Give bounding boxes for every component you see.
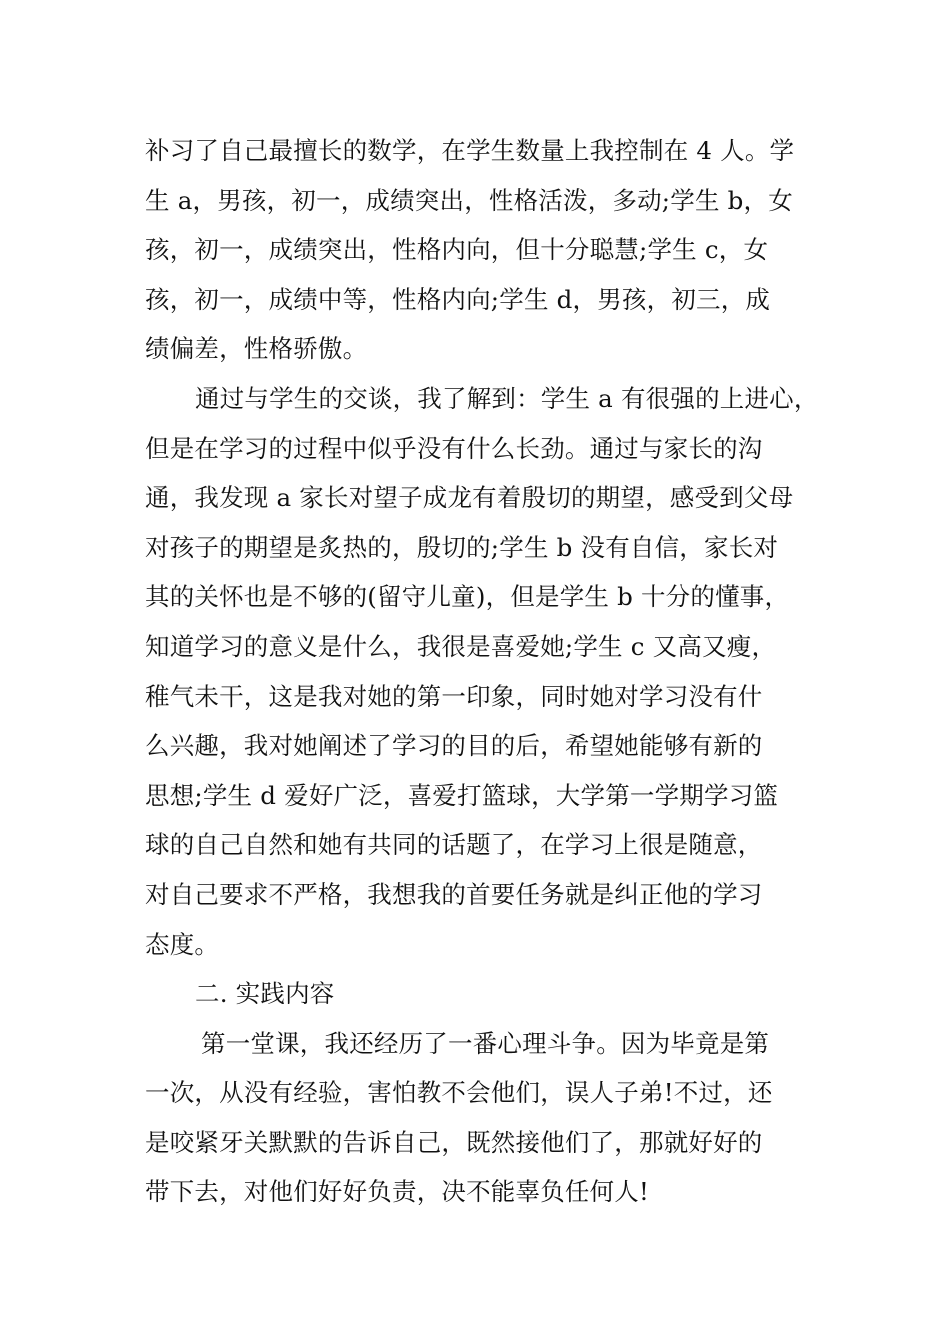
text-line: 其的关怀也是不够的(留守儿童)，但是学生 b 十分的懂事， bbox=[145, 582, 790, 612]
text-line: 么兴趣，我对她阐述了学习的目的后，希望她能够有新的 bbox=[145, 731, 763, 761]
text-line: 孩，初一，成绩中等，性格内向;学生 d，男孩，初三，成 bbox=[145, 284, 771, 314]
text-line: 孩，初一，成绩突出，性格内向，但十分聪慧;学生 c，女 bbox=[145, 235, 769, 265]
text-line: 态度。 bbox=[145, 929, 220, 959]
body-text bbox=[145, 126, 825, 1217]
paragraph-start-line: 第一堂课，我还经历了一番心理斗争。因为毕竟是第 bbox=[201, 1028, 770, 1058]
text-line: 绩偏差，性格骄傲。 bbox=[145, 334, 368, 364]
text-line: 一次，从没有经验，害怕教不会他们，误人子弟!不过，还 bbox=[145, 1078, 773, 1108]
text-line: 对自己要求不严格，我想我的首要任务就是纠正他的学习 bbox=[145, 879, 763, 909]
text-line: 对孩子的期望是炙热的，殷切的;学生 b 没有自信，家长对 bbox=[145, 532, 779, 562]
text-line: 是咬紧牙关默默的告诉自己，既然接他们了，那就好好的 bbox=[145, 1127, 763, 1157]
text-line: 生 a，男孩，初一，成绩突出，性格活泼，多动;学生 b，女 bbox=[145, 185, 793, 215]
section-heading: 二. 实践内容 bbox=[195, 979, 335, 1009]
paragraph-start-line: 通过与学生的交谈，我了解到：学生 a 有很强的上进心， bbox=[195, 383, 819, 413]
text-line: 思想;学生 d 爱好广泛，喜爱打篮球，大学第一学期学习篮 bbox=[145, 780, 779, 810]
text-line: 稚气未干，这是我对她的第一印象，同时她对学习没有什 bbox=[145, 681, 763, 711]
text-line: 补习了自己最擅长的数学，在学生数量上我控制在 4 人。学 bbox=[145, 136, 795, 165]
text-line: 知道学习的意义是什么，我很是喜爱她;学生 c 又高又瘦， bbox=[145, 631, 777, 661]
text-line: 通，我发现 a 家长对望子成龙有着殷切的期望，感受到父母 bbox=[145, 483, 794, 513]
text-line: 带下去，对他们好好负责，决不能辜负任何人! bbox=[145, 1177, 650, 1207]
text-line: 但是在学习的过程中似乎没有什么长劲。通过与家长的沟 bbox=[145, 433, 763, 463]
text-line: 球的自己自然和她有共同的话题了，在学习上很是随意， bbox=[145, 830, 763, 860]
